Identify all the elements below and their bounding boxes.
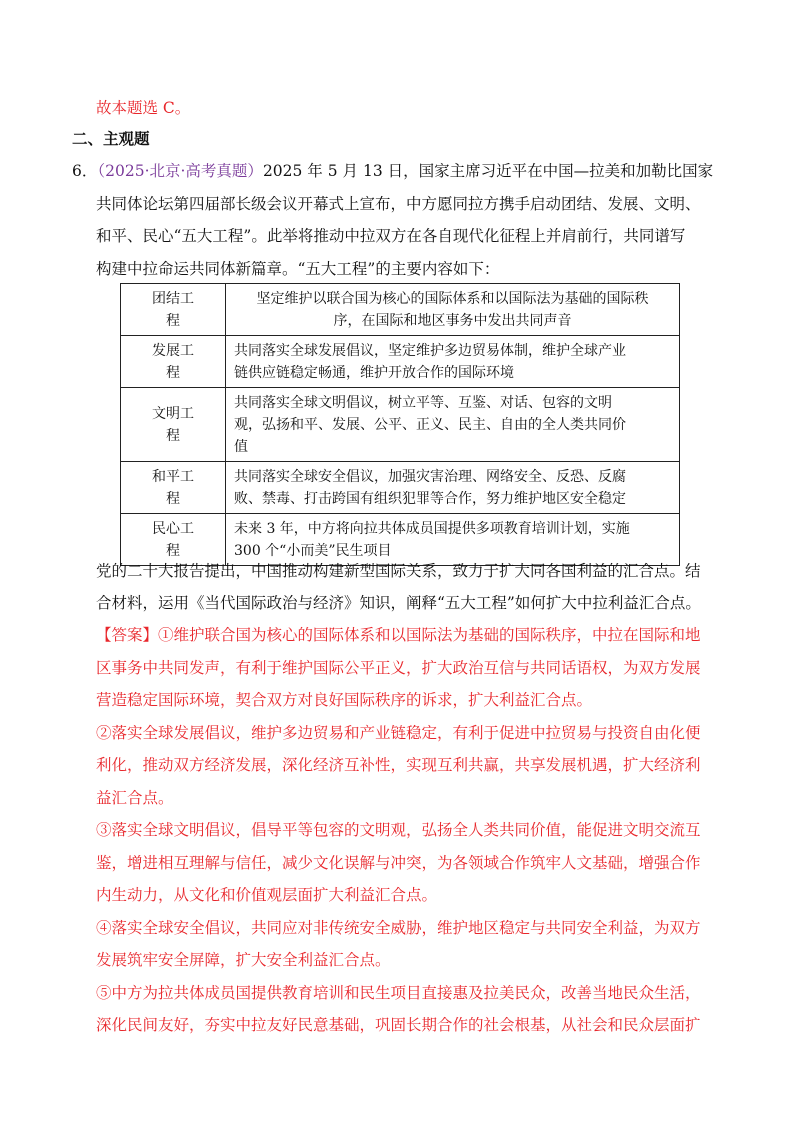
answer-line: ④落实全球安全倡议，共同应对非传统安全威胁，维护地区稳定与共同安全利益，为双方	[96, 919, 701, 937]
answer-line: ③落实全球文明倡议，倡导平等包容的文明观，弘扬全人类共同价值，能促进文明交流互	[96, 821, 701, 839]
answer-line: 内生动力，从文化和价值观层面扩大利益汇合点。	[96, 886, 438, 904]
answer-line: 深化民间友好，夯实中拉友好民意基础，巩固长期合作的社会根基，从社会和民众层面扩	[96, 1016, 701, 1034]
table-row	[121, 462, 680, 514]
project-name-cell: 团结工 程	[121, 284, 226, 336]
question-text-line: 2025 年 5 月 13 日，国家主席习近平在中国—拉美和加勒比国家	[262, 162, 714, 180]
five-projects-table	[120, 283, 680, 566]
project-content-cell: 共同落实全球文明倡议，树立平等、互鉴、对话、包容的文明 观，弘扬和平、发展、公平、正义、民主、自由的全人类共同价 值	[226, 388, 680, 462]
section-title: 二、主观题	[72, 129, 150, 148]
answer-line: ①维护联合国为核心的国际体系和以国际法为基础的国际秩序，中拉在国际和地	[158, 626, 701, 644]
project-content-cell: 共同落实全球发展倡议，坚定维护多边贸易体制，维护全球产业 链供应链稳定畅通，维护开放合作的国际环境	[226, 336, 680, 388]
project-content-cell: 坚定维护以联合国为核心的国际体系和以国际法为基础的国际秩 序，在国际和地区事务中发出共同声音	[226, 284, 680, 336]
previous-answer-conclusion: 故本题选 C。	[96, 99, 191, 117]
project-name-cell: 民心工 程	[121, 514, 226, 566]
question-number: 6．	[72, 162, 98, 180]
answer-line: 益汇合点。	[96, 789, 174, 807]
table-row	[121, 514, 680, 566]
question-text-line: 和平、民心“五大工程”。此举将推动中拉双方在各自现代化征程上并肩前行，共同谱写	[96, 227, 686, 245]
question-text-line: 共同体论坛第四届部长级会议开幕式上宣布，中方愿同拉方携手启动团结、发展、文明、	[96, 195, 701, 213]
answer-line: 鉴，增进相互理解与信任，减少文化误解与冲突，为各领域合作筑牢人文基础，增强合作	[96, 854, 701, 872]
answer-line: 营造稳定国际环境，契合双方对良好国际秩序的诉求，扩大利益汇合点。	[96, 691, 593, 709]
project-name-cell: 发展工 程	[121, 336, 226, 388]
answer-line: ②落实全球发展倡议，维护多边贸易和产业链稳定，有利于促进中拉贸易与投资自由化便	[96, 724, 701, 742]
project-content-cell: 共同落实全球安全倡议，加强灾害治理、网络安全、反恐、反腐 败、禁毒、打击跨国有组织犯罪等合作，努力维护地区安全稳定	[226, 462, 680, 514]
table-row	[121, 284, 680, 336]
question-source: （2025·北京·高考真题）	[97, 162, 263, 180]
answer-label: 【答案】	[96, 626, 159, 644]
question-text-line: 构建中拉命运共同体新篇章。“五大工程”的主要内容如下：	[96, 260, 500, 278]
answer-line: 区事务中共同发声，有利于维护国际公平正义，扩大政治互信与共同话语权，为双方发展	[96, 659, 701, 677]
answer-line: ⑤中方为拉共体成员国提供教育培训和民生项目直接惠及拉美民众，改善当地民众生活，	[96, 984, 701, 1002]
question-prompt-line: 党的二十大报告提出，中国推动构建新型国际关系，致力于扩大同各国利益的汇合点。结	[96, 562, 701, 580]
project-content-cell: 未来 3 年，中方将向拉共体成员国提供多项教育培训计划，实施 300 个“小而美”民生项目	[226, 514, 680, 566]
project-name-cell: 文明工 程	[121, 388, 226, 462]
answer-line: 利化，推动双方经济发展，深化经济互补性，实现互利共赢，共享发展机遇，扩大经济利	[96, 756, 701, 774]
table-row	[121, 336, 680, 388]
question-first-line	[72, 160, 713, 182]
table-row	[121, 388, 680, 462]
answer-line: 发展筑牢安全屏障，扩大安全利益汇合点。	[96, 951, 391, 969]
answer-first-line	[96, 624, 701, 646]
question-prompt-line: 合材料，运用《当代国际政治与经济》知识，阐释“五大工程”如何扩大中拉利益汇合点。	[96, 594, 701, 612]
project-name-cell: 和平工 程	[121, 462, 226, 514]
